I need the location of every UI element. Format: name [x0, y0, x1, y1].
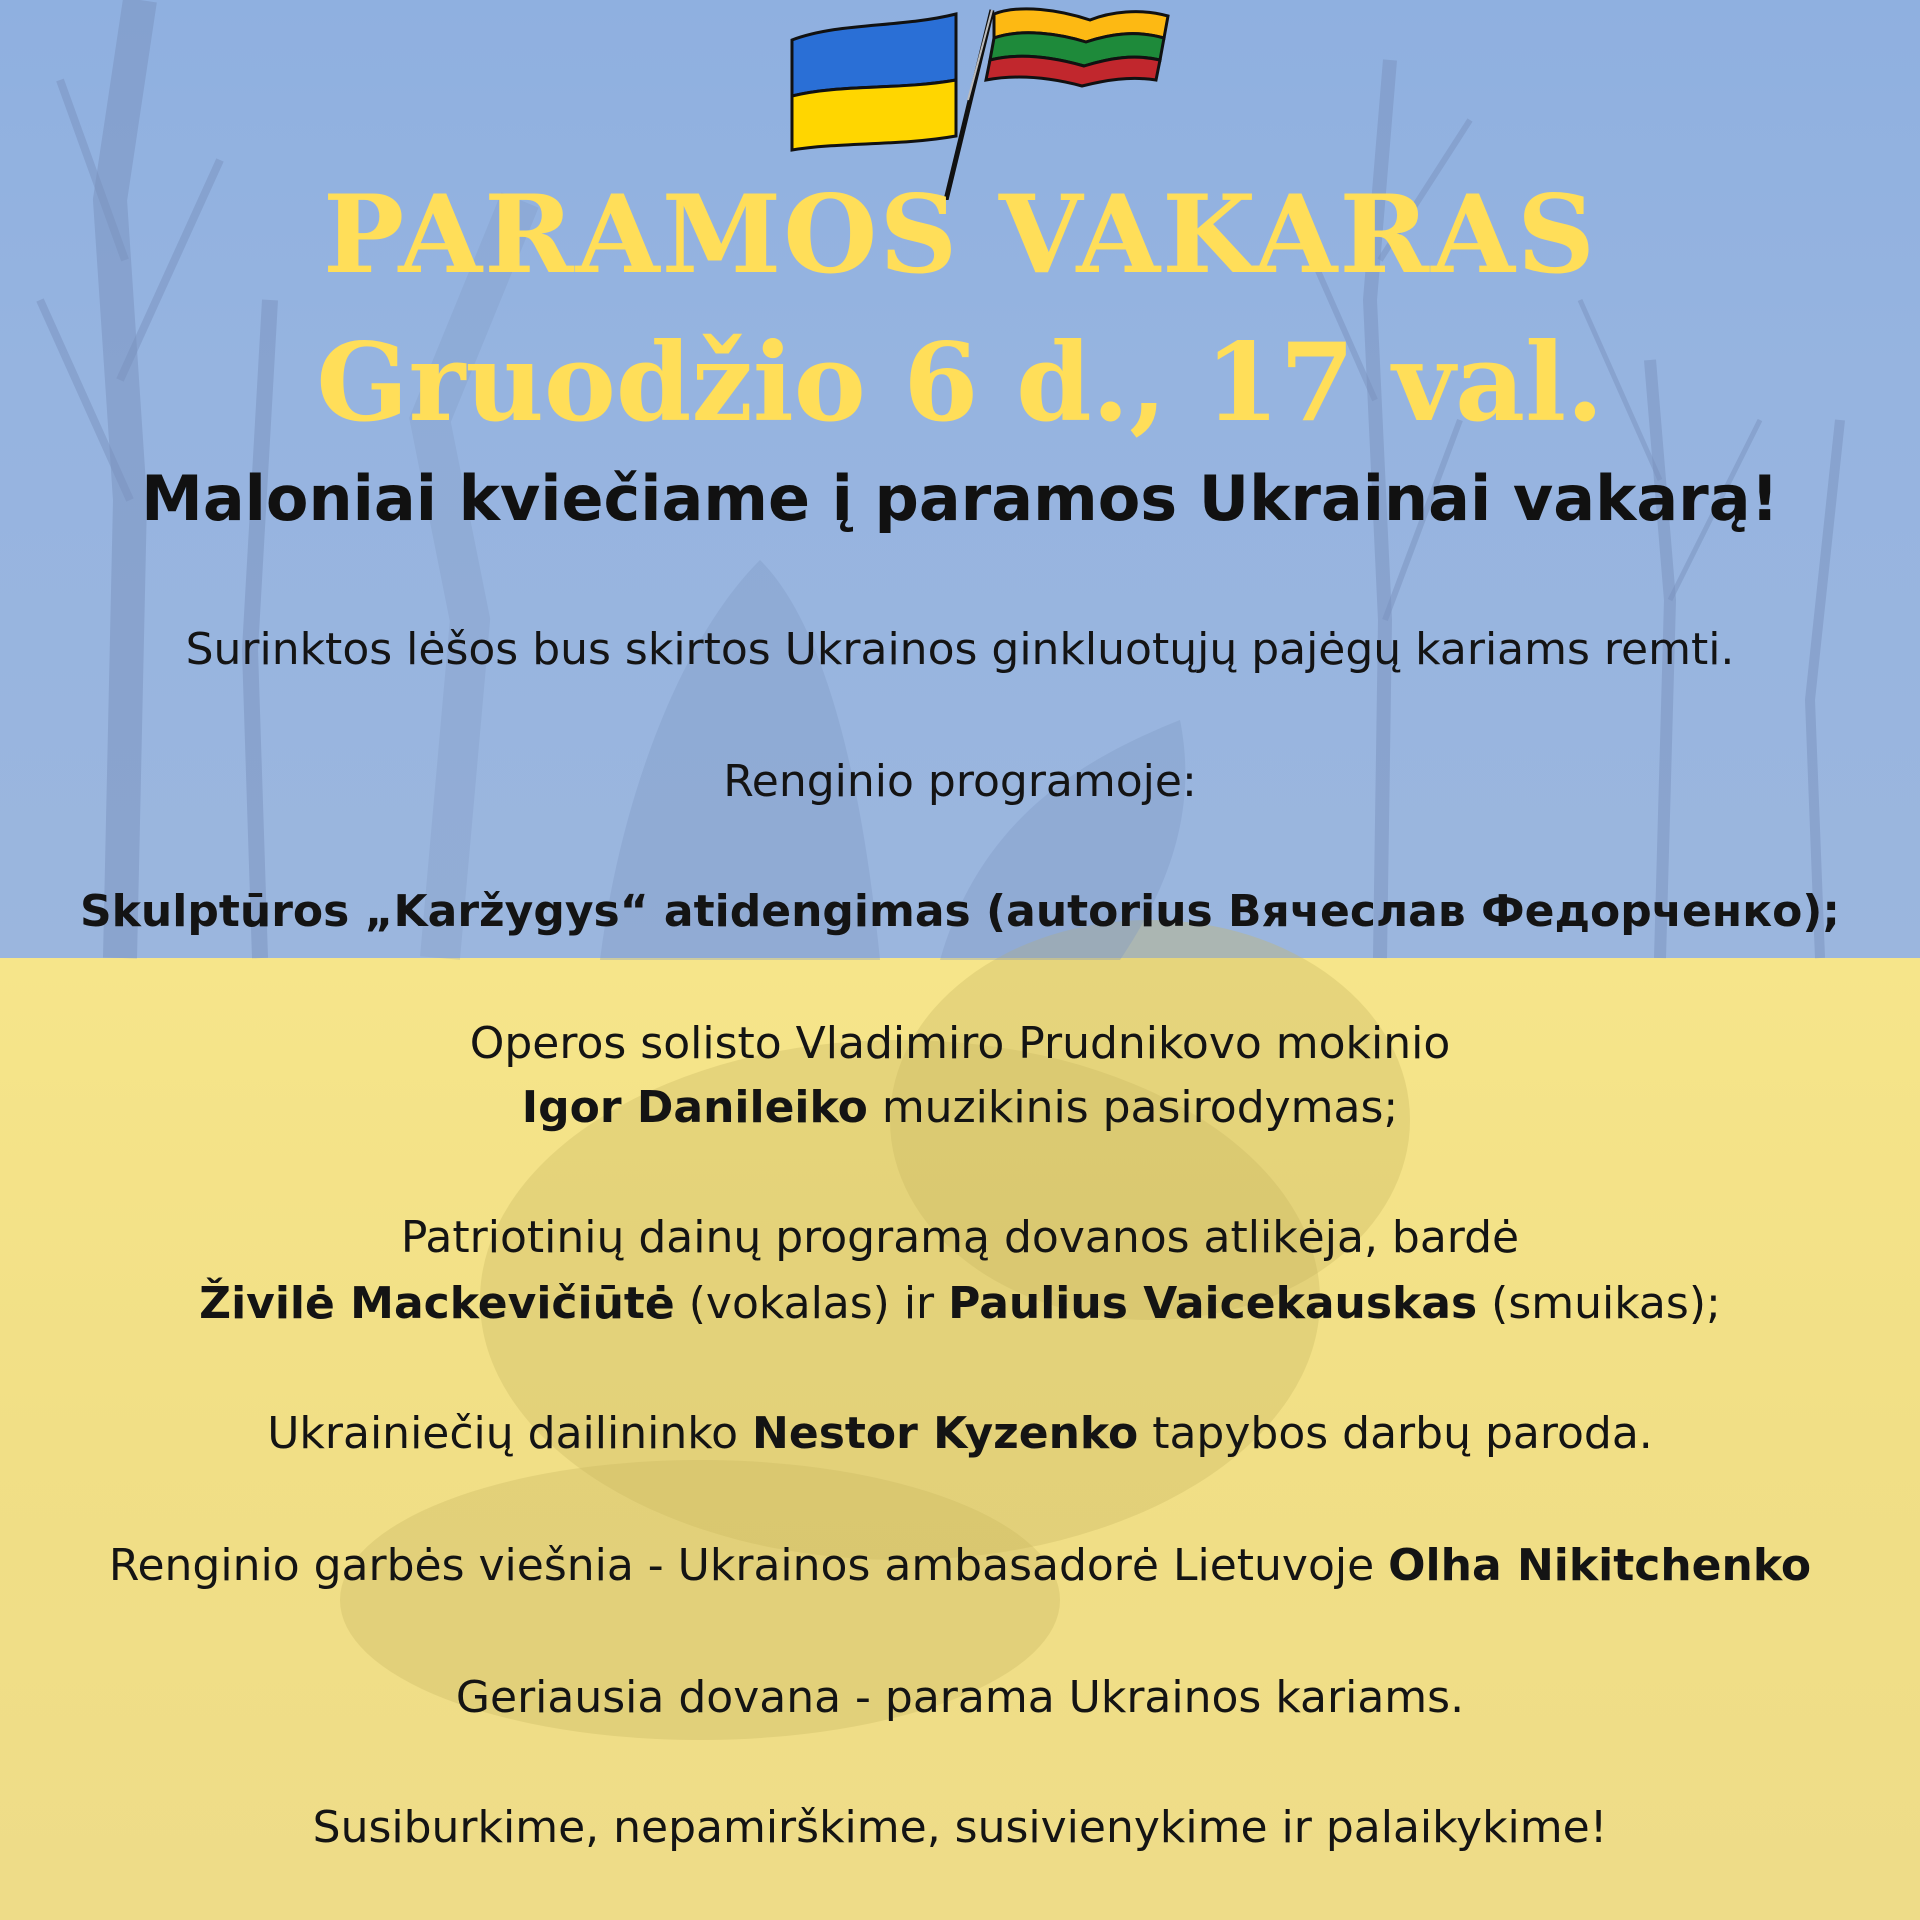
- singer-role: (vokalas) ir: [674, 1278, 949, 1329]
- program-item-opera: [0, 1082, 1920, 1133]
- program-item-songs-intro: Patriotinių dainų programą dovanos atlikėja, bardė: [400, 1212, 1520, 1263]
- exhibition-text: tapybos darbų paroda.: [1138, 1408, 1653, 1459]
- event-title: PARAMOS VAKARAS: [323, 172, 1597, 298]
- invitation-heading: Maloniai kviečiame į paramos Ukrainai vakarą!: [141, 462, 1779, 535]
- lithuania-flag-icon: [986, 9, 1168, 86]
- program-heading: Renginio programoje:: [723, 756, 1197, 807]
- performance-text: muzikinis pasirodymas;: [867, 1082, 1399, 1133]
- closing-text: Susiburkime, nepamirškime, susivienykime ir palaikykime!: [312, 1802, 1608, 1853]
- program-item-opera-intro: Operos solisto Vladimiro Prudnikovo mokinio: [469, 1018, 1451, 1069]
- ukraine-flag-icon: [792, 14, 956, 150]
- event-date: Gruodžio 6 d., 17 val.: [316, 320, 1604, 446]
- honorary-guest-line: [0, 1540, 1920, 1591]
- guest-intro: Renginio garbės viešnia - Ukrainos ambasadorė Lietuvoje: [108, 1540, 1389, 1591]
- painter-name: Nestor Kyzenko: [752, 1408, 1139, 1459]
- violinist-role: (smuikas);: [1477, 1278, 1721, 1329]
- funds-purpose-text: Surinktos lėšos bus skirtos Ukrainos ginkluotųjų pajėgų kariams remti.: [185, 624, 1735, 675]
- gift-text: Geriausia dovana - parama Ukrainos kariams.: [455, 1672, 1465, 1723]
- violinist-name: Paulius Vaicekauskas: [948, 1278, 1478, 1329]
- program-item-songs: [0, 1278, 1920, 1329]
- flags-decoration: [780, 0, 1180, 200]
- singer-name: Živilė Mackevičiūtė: [199, 1278, 675, 1329]
- program-item-exhibition: [0, 1408, 1920, 1459]
- program-item-sculpture: Skulptūros „Karžygys“ atidengimas (autorius Вячеслав Федорченко);: [79, 886, 1841, 937]
- painter-intro: Ukrainiečių dailininko: [267, 1408, 753, 1459]
- guest-name: Olha Nikitchenko: [1388, 1540, 1812, 1591]
- performer-name: Igor Danileiko: [521, 1082, 868, 1133]
